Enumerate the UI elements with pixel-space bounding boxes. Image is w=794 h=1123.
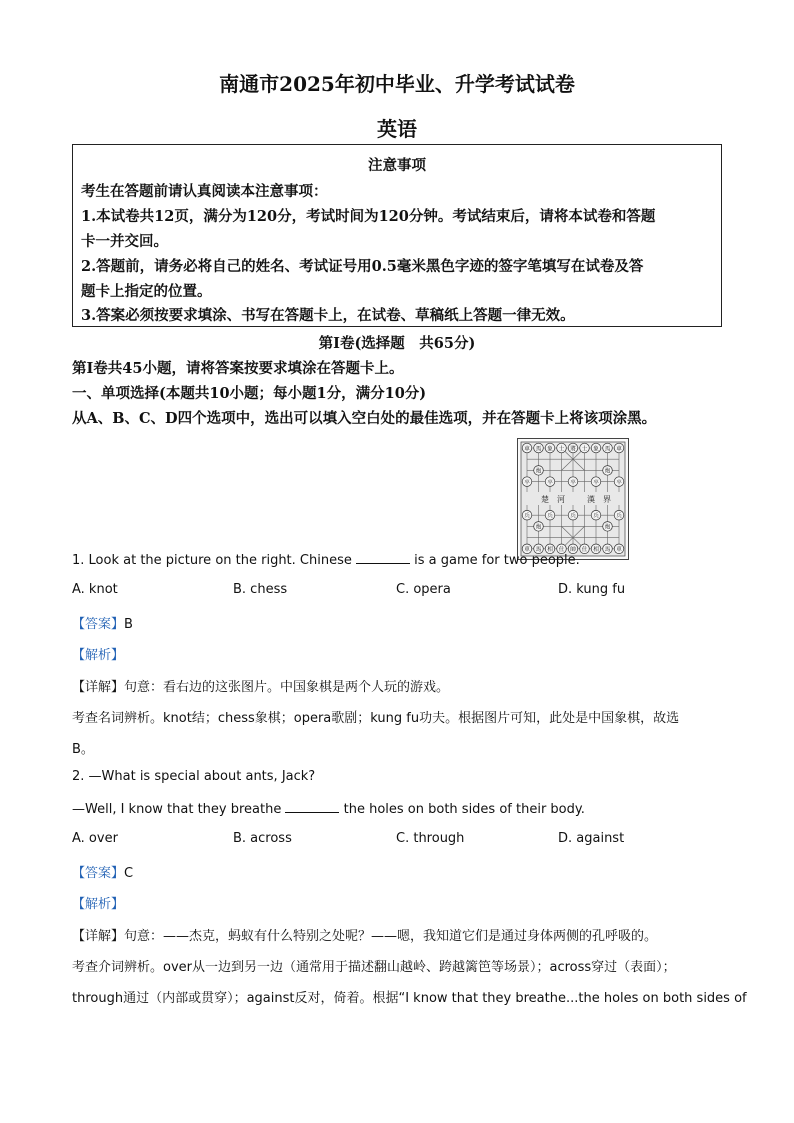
svg-text:車: 車 — [524, 547, 530, 554]
svg-text:炮: 炮 — [535, 524, 542, 531]
question-1-stem-end: is a game for two people. — [414, 553, 580, 568]
svg-text:仕: 仕 — [558, 547, 565, 554]
svg-text:馬: 馬 — [535, 446, 542, 453]
chess-piece-top — [534, 443, 544, 453]
chess-piece-soldier — [568, 477, 578, 487]
chess-piece-top — [522, 443, 532, 453]
svg-text:士: 士 — [558, 446, 565, 453]
question-1-option-c: C. opera — [396, 582, 451, 597]
river-left-label: 楚 河 — [541, 495, 565, 504]
svg-text:兵: 兵 — [570, 513, 576, 520]
question-2-answer — [72, 862, 133, 881]
svg-text:馬: 馬 — [535, 547, 542, 554]
chess-piece-cannon — [534, 466, 544, 476]
svg-text:卒: 卒 — [524, 479, 530, 486]
chess-piece-soldier — [591, 510, 601, 520]
detail-text: 句意：看右边的这张图片。中国象棋是两个人玩的游戏。 — [124, 680, 450, 695]
svg-text:相: 相 — [593, 547, 599, 554]
svg-text:士: 士 — [581, 446, 588, 453]
svg-text:卒: 卒 — [547, 479, 553, 486]
chess-piece-soldier — [568, 510, 578, 520]
question-2-explanation-line-2: through通过（内部或贯穿）；against反对，倚着。根据“I know that they breathe...the holes on both sides of — [72, 991, 747, 1006]
question-2-stem-line-1: 2. —What is special about ants, Jack? — [72, 769, 316, 784]
detail-label: 【详解】 — [72, 680, 125, 695]
chess-piece-top — [591, 443, 601, 453]
svg-text:車: 車 — [616, 446, 622, 453]
chess-piece-soldier — [522, 510, 532, 520]
chess-piece-top — [568, 443, 578, 453]
svg-text:馬: 馬 — [604, 446, 611, 453]
svg-text:象: 象 — [547, 446, 553, 453]
notice-item-1-line-1: 1.本试卷共12页，满分为120分，考试时间为120分钟。考试结束后，请将本试卷和答题 — [81, 208, 656, 225]
answer-value: B — [124, 617, 133, 632]
question-2-stem-start: —Well, I know that they breathe — [72, 802, 282, 817]
chess-piece-top — [580, 443, 590, 453]
svg-text:將: 將 — [570, 446, 576, 453]
svg-text:炮: 炮 — [604, 468, 611, 475]
chess-piece-top — [545, 443, 555, 453]
svg-text:兵: 兵 — [593, 513, 599, 520]
section-title: 一、单项选择(本题共10小题；每小题1分，满分10分) — [72, 385, 427, 402]
subject-title: 英语 — [377, 117, 417, 141]
chess-piece-top — [603, 443, 613, 453]
river-right-label: 漢 界 — [587, 495, 611, 504]
answer-label: 【答案】 — [72, 617, 125, 632]
chinese-chess-board-image — [517, 438, 629, 560]
question-1-option-b: B. chess — [233, 582, 288, 597]
exam-title: 南通市2025年初中毕业、升学考试试卷 — [219, 72, 575, 96]
chess-piece-bottom — [614, 544, 624, 554]
question-2-explanation-line-1: 考查介词辨析。over从一边到另一边（通常用于描述翻山越岭、跨越篱笆等场景）；across穿过（表面）； — [72, 960, 676, 975]
part-description: 第Ⅰ卷共45小题，请将答案按要求填涂在答题卡上。 — [72, 360, 404, 377]
chess-piece-top — [557, 443, 567, 453]
detail-label: 【详解】 — [72, 929, 125, 944]
svg-text:帥: 帥 — [570, 547, 576, 554]
notice-heading: 注意事项 — [368, 157, 426, 174]
question-2-blank — [285, 800, 339, 813]
chess-piece-soldier — [614, 477, 624, 487]
svg-text:卒: 卒 — [593, 479, 599, 486]
notice-intro: 考生在答题前请认真阅读本注意事项： — [81, 183, 328, 200]
chess-piece-soldier — [614, 510, 624, 520]
question-1-analysis-label: 【解析】 — [72, 648, 125, 663]
chess-piece-bottom — [580, 544, 590, 554]
question-1-option-d: D. kung fu — [558, 582, 626, 597]
question-1-answer — [72, 613, 133, 632]
question-1-stem-start: 1. Look at the picture on the right. Chinese — [72, 553, 352, 568]
question-1-stem — [72, 551, 580, 568]
chess-piece-top — [614, 443, 624, 453]
chess-piece-soldier — [522, 477, 532, 487]
chess-piece-soldier — [591, 477, 601, 487]
svg-text:仕: 仕 — [581, 547, 588, 554]
chess-piece-cannon — [603, 522, 613, 532]
svg-text:兵: 兵 — [616, 513, 622, 520]
chess-piece-soldier — [545, 477, 555, 487]
svg-text:炮: 炮 — [535, 468, 542, 475]
svg-text:兵: 兵 — [524, 513, 530, 520]
svg-text:相: 相 — [547, 547, 553, 554]
question-1-detail — [72, 676, 449, 695]
chess-piece-bottom — [591, 544, 601, 554]
svg-text:車: 車 — [524, 446, 530, 453]
question-2-option-b: B. across — [233, 831, 292, 846]
part-heading: 第Ⅰ卷(选择题 共65分) — [318, 335, 476, 352]
question-1-blank — [356, 551, 410, 564]
notice-item-3: 3.答案必须按要求填涂、书写在答题卡上，在试卷、草稿纸上答题一律无效。 — [81, 307, 575, 324]
answer-label: 【答案】 — [72, 866, 125, 881]
question-2-option-d: D. against — [558, 831, 625, 846]
chess-piece-bottom — [603, 544, 613, 554]
question-1-explanation-line-2: B。 — [72, 742, 94, 757]
question-2-detail — [72, 925, 657, 944]
detail-text: 句意：——杰克，蚂蚁有什么特别之处呢？——嗯，我知道它们是通过身体两侧的孔呼吸的。 — [124, 929, 658, 944]
chess-piece-cannon — [603, 466, 613, 476]
question-1-explanation-line-1: 考查名词辨析。knot结；chess象棋；opera歌剧；kung fu功夫。根据图片可知，此处是中国象棋，故选 — [72, 711, 680, 726]
question-2-stem-end: the holes on both sides of their body. — [343, 802, 585, 817]
svg-text:兵: 兵 — [547, 513, 553, 520]
notice-item-2-line-1: 2.答题前，请务必将自己的姓名、考试证号用0.5毫米黑色字迹的签字笔填写在试卷及答 — [81, 258, 644, 275]
question-2-option-a: A. over — [72, 831, 118, 846]
svg-text:炮: 炮 — [604, 524, 611, 531]
question-1-option-a: A. knot — [72, 582, 118, 597]
notice-item-2-line-2: 题卡上指定的位置。 — [81, 283, 212, 300]
question-2-option-c: C. through — [396, 831, 465, 846]
notice-item-1-line-2: 卡一并交回。 — [81, 233, 168, 250]
svg-text:卒: 卒 — [616, 479, 622, 486]
answer-value: C — [124, 866, 134, 881]
svg-text:象: 象 — [593, 446, 599, 453]
svg-text:卒: 卒 — [570, 479, 576, 486]
chess-piece-soldier — [545, 510, 555, 520]
svg-text:馬: 馬 — [604, 547, 611, 554]
svg-text:車: 車 — [616, 547, 622, 554]
question-2-stem-line-2 — [72, 800, 585, 817]
notice-box — [72, 144, 722, 327]
section-instruction: 从A、B、C、D四个选项中，选出可以填入空白处的最佳选项，并在答题卡上将该项涂黑。 — [72, 410, 657, 427]
question-2-analysis-label: 【解析】 — [72, 897, 125, 912]
chess-piece-cannon — [534, 522, 544, 532]
